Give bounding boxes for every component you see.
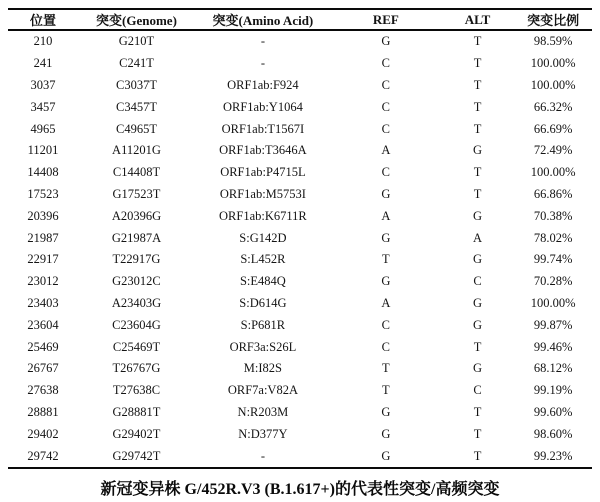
cell-mutation-amino-acid: ORF1ab:F924 — [227, 77, 299, 92]
cell-mutation-amino-acid: N:D377Y — [238, 426, 288, 441]
cell-position: 23604 — [27, 317, 59, 332]
cell-mutation-genome: G29742T — [112, 448, 161, 463]
cell-mutation-ratio: 72.49% — [533, 143, 573, 158]
cell-position: 23403 — [27, 295, 59, 310]
cell-ref: C — [381, 165, 390, 180]
cell-mutation-ratio: 100.00% — [530, 295, 576, 310]
cell-mutation-amino-acid: S:D614G — [239, 295, 287, 310]
cell-mutation-ratio: 78.02% — [533, 230, 573, 245]
cell-mutation-ratio: 100.00% — [530, 165, 576, 180]
cell-ref: C — [381, 99, 390, 114]
table-header — [8, 9, 592, 30]
cell-mutation-genome: T27638C — [112, 383, 161, 398]
cell-mutation-genome: G210T — [118, 34, 155, 49]
table-row — [8, 75, 592, 97]
cell-mutation-ratio: 99.46% — [533, 339, 573, 354]
cell-alt: A — [472, 230, 483, 245]
col-header-mutation-genome: 突变(Genome) — [78, 9, 195, 30]
cell-mutation-amino-acid: S:L452R — [240, 252, 286, 267]
table-row — [8, 184, 592, 206]
cell-alt: T — [473, 339, 482, 354]
cell-position: 17523 — [27, 186, 59, 201]
cell-mutation-genome: G17523T — [112, 186, 161, 201]
cell-mutation-ratio: 98.60% — [533, 426, 573, 441]
cell-ref: G — [381, 426, 391, 441]
table-row — [8, 293, 592, 315]
cell-mutation-genome: G29402T — [112, 426, 161, 441]
cell-mutation-ratio: 99.60% — [533, 404, 573, 419]
table-row — [8, 271, 592, 293]
cell-mutation-genome: C4965T — [115, 121, 157, 136]
cell-position: 3037 — [30, 77, 56, 92]
cell-alt: G — [472, 143, 483, 158]
cell-mutation-amino-acid: ORF1ab:K6711R — [219, 208, 307, 223]
cell-position: 27638 — [27, 383, 59, 398]
cell-mutation-genome: C14408T — [112, 165, 161, 180]
cell-alt: T — [473, 404, 482, 419]
cell-mutation-amino-acid: ORF1ab:M5753I — [219, 186, 306, 201]
cell-ref: G — [381, 34, 391, 49]
cell-mutation-amino-acid: ORF1ab:T3646A — [219, 143, 307, 158]
cell-position: 25469 — [27, 339, 59, 354]
cell-alt: T — [473, 448, 482, 463]
cell-ref: G — [381, 230, 391, 245]
cell-alt: T — [473, 34, 482, 49]
cell-mutation-genome: C3457T — [115, 99, 157, 114]
cell-alt: T — [473, 56, 482, 71]
cell-mutation-genome: T22917G — [112, 252, 161, 267]
cell-ref: T — [382, 383, 390, 398]
cell-alt: T — [473, 77, 482, 92]
table-row — [8, 30, 592, 53]
cell-mutation-ratio: 100.00% — [530, 77, 576, 92]
cell-alt: T — [473, 426, 482, 441]
table-row — [8, 380, 592, 402]
cell-ref: A — [381, 295, 391, 310]
cell-mutation-ratio: 99.87% — [533, 317, 573, 332]
cell-mutation-ratio: 66.69% — [533, 121, 573, 136]
cell-mutation-genome: G21987A — [111, 230, 162, 245]
cell-mutation-genome: G23012C — [112, 274, 161, 289]
cell-ref: A — [381, 208, 391, 223]
cell-mutation-amino-acid: S:P681R — [240, 317, 286, 332]
cell-ref: G — [381, 404, 391, 419]
cell-mutation-amino-acid: N:R203M — [237, 404, 289, 419]
cell-mutation-genome: G28881T — [112, 404, 161, 419]
cell-position: 26767 — [27, 361, 59, 376]
col-header-mutation-amino-acid: 突变(Amino Acid) — [195, 9, 331, 30]
table-row — [8, 336, 592, 358]
cell-mutation-genome: C25469T — [112, 339, 161, 354]
cell-alt: C — [473, 274, 482, 289]
cell-ref: T — [382, 361, 390, 376]
cell-mutation-genome: A23403G — [111, 295, 162, 310]
cell-alt: T — [473, 165, 482, 180]
table-row — [8, 402, 592, 424]
table-row — [8, 205, 592, 227]
cell-mutation-genome: A20396G — [111, 208, 162, 223]
cell-alt: G — [472, 317, 483, 332]
table-body — [8, 30, 592, 468]
cell-position: 23012 — [27, 274, 59, 289]
cell-mutation-ratio: 99.74% — [533, 252, 573, 267]
cell-alt: T — [473, 99, 482, 114]
cell-position: 11201 — [27, 143, 59, 158]
mutation-table — [8, 8, 592, 469]
cell-mutation-ratio: 68.12% — [533, 361, 573, 376]
cell-position: 3457 — [30, 99, 56, 114]
cell-ref: G — [381, 448, 391, 463]
cell-mutation-ratio: 66.32% — [533, 99, 573, 114]
cell-position: 241 — [33, 56, 53, 71]
table-row — [8, 53, 592, 75]
cell-mutation-amino-acid: M:I82S — [243, 361, 282, 376]
cell-mutation-amino-acid: ORF7a:V82A — [227, 383, 298, 398]
col-header-alt: ALT — [441, 9, 515, 30]
table-row — [8, 249, 592, 271]
table-row — [8, 118, 592, 140]
col-header-position: 位置 — [8, 9, 78, 30]
cell-mutation-genome: T26767G — [112, 361, 161, 376]
cell-alt: G — [472, 252, 483, 267]
col-header-mutation-ratio: 突变比例 — [514, 9, 592, 30]
cell-alt: G — [472, 208, 483, 223]
cell-mutation-ratio: 99.19% — [533, 383, 573, 398]
cell-position: 28881 — [27, 404, 59, 419]
cell-alt: C — [473, 383, 482, 398]
table-row — [8, 227, 592, 249]
cell-ref: C — [381, 77, 390, 92]
table-caption: 新冠变异株 G/452R.V3 (B.1.617+)的代表性突变/高频突变 — [100, 480, 500, 498]
cell-ref: C — [381, 317, 390, 332]
table-row — [8, 445, 592, 468]
cell-mutation-ratio: 98.59% — [533, 34, 573, 49]
cell-position: 22917 — [27, 252, 59, 267]
cell-alt: T — [473, 186, 482, 201]
cell-ref: G — [381, 274, 391, 289]
cell-mutation-genome: C23604G — [112, 317, 161, 332]
table-row — [8, 358, 592, 380]
cell-mutation-amino-acid: ORF1ab:P4715L — [220, 165, 306, 180]
cell-mutation-genome: A11201G — [112, 143, 161, 158]
cell-mutation-genome: C3037T — [115, 77, 157, 92]
cell-position: 21987 — [27, 230, 59, 245]
cell-ref: A — [381, 143, 391, 158]
cell-ref: C — [381, 121, 390, 136]
table-row — [8, 314, 592, 336]
cell-mutation-amino-acid: ORF1ab:Y1064 — [222, 99, 303, 114]
cell-mutation-amino-acid: - — [260, 34, 265, 49]
cell-mutation-amino-acid: S:G142D — [239, 230, 287, 245]
cell-mutation-ratio: 70.28% — [533, 274, 573, 289]
cell-mutation-ratio: 70.38% — [533, 208, 573, 223]
cell-ref: G — [381, 186, 391, 201]
cell-mutation-amino-acid: ORF3a:S26L — [229, 339, 297, 354]
cell-ref: T — [382, 252, 390, 267]
cell-alt: T — [473, 121, 482, 136]
header-row — [8, 9, 592, 30]
table-row — [8, 96, 592, 118]
cell-mutation-amino-acid: - — [260, 448, 265, 463]
cell-position: 20396 — [27, 208, 59, 223]
table-row — [8, 423, 592, 445]
cell-alt: G — [472, 361, 483, 376]
cell-mutation-ratio: 100.00% — [530, 56, 576, 71]
cell-mutation-amino-acid: ORF1ab:T1567I — [221, 121, 305, 136]
table-row — [8, 140, 592, 162]
table-row — [8, 162, 592, 184]
cell-mutation-amino-acid: - — [260, 56, 265, 71]
cell-ref: C — [381, 339, 390, 354]
cell-mutation-genome: C241T — [119, 56, 154, 71]
cell-position: 210 — [33, 34, 53, 49]
cell-position: 29742 — [27, 448, 59, 463]
cell-position: 29402 — [27, 426, 59, 441]
cell-alt: G — [472, 295, 483, 310]
cell-ref: C — [381, 56, 390, 71]
col-header-ref: REF — [331, 9, 441, 30]
cell-mutation-ratio: 66.86% — [533, 186, 573, 201]
cell-mutation-ratio: 99.23% — [533, 448, 573, 463]
cell-position: 14408 — [27, 165, 59, 180]
cell-position: 4965 — [30, 121, 56, 136]
cell-mutation-amino-acid: S:E484Q — [239, 274, 286, 289]
